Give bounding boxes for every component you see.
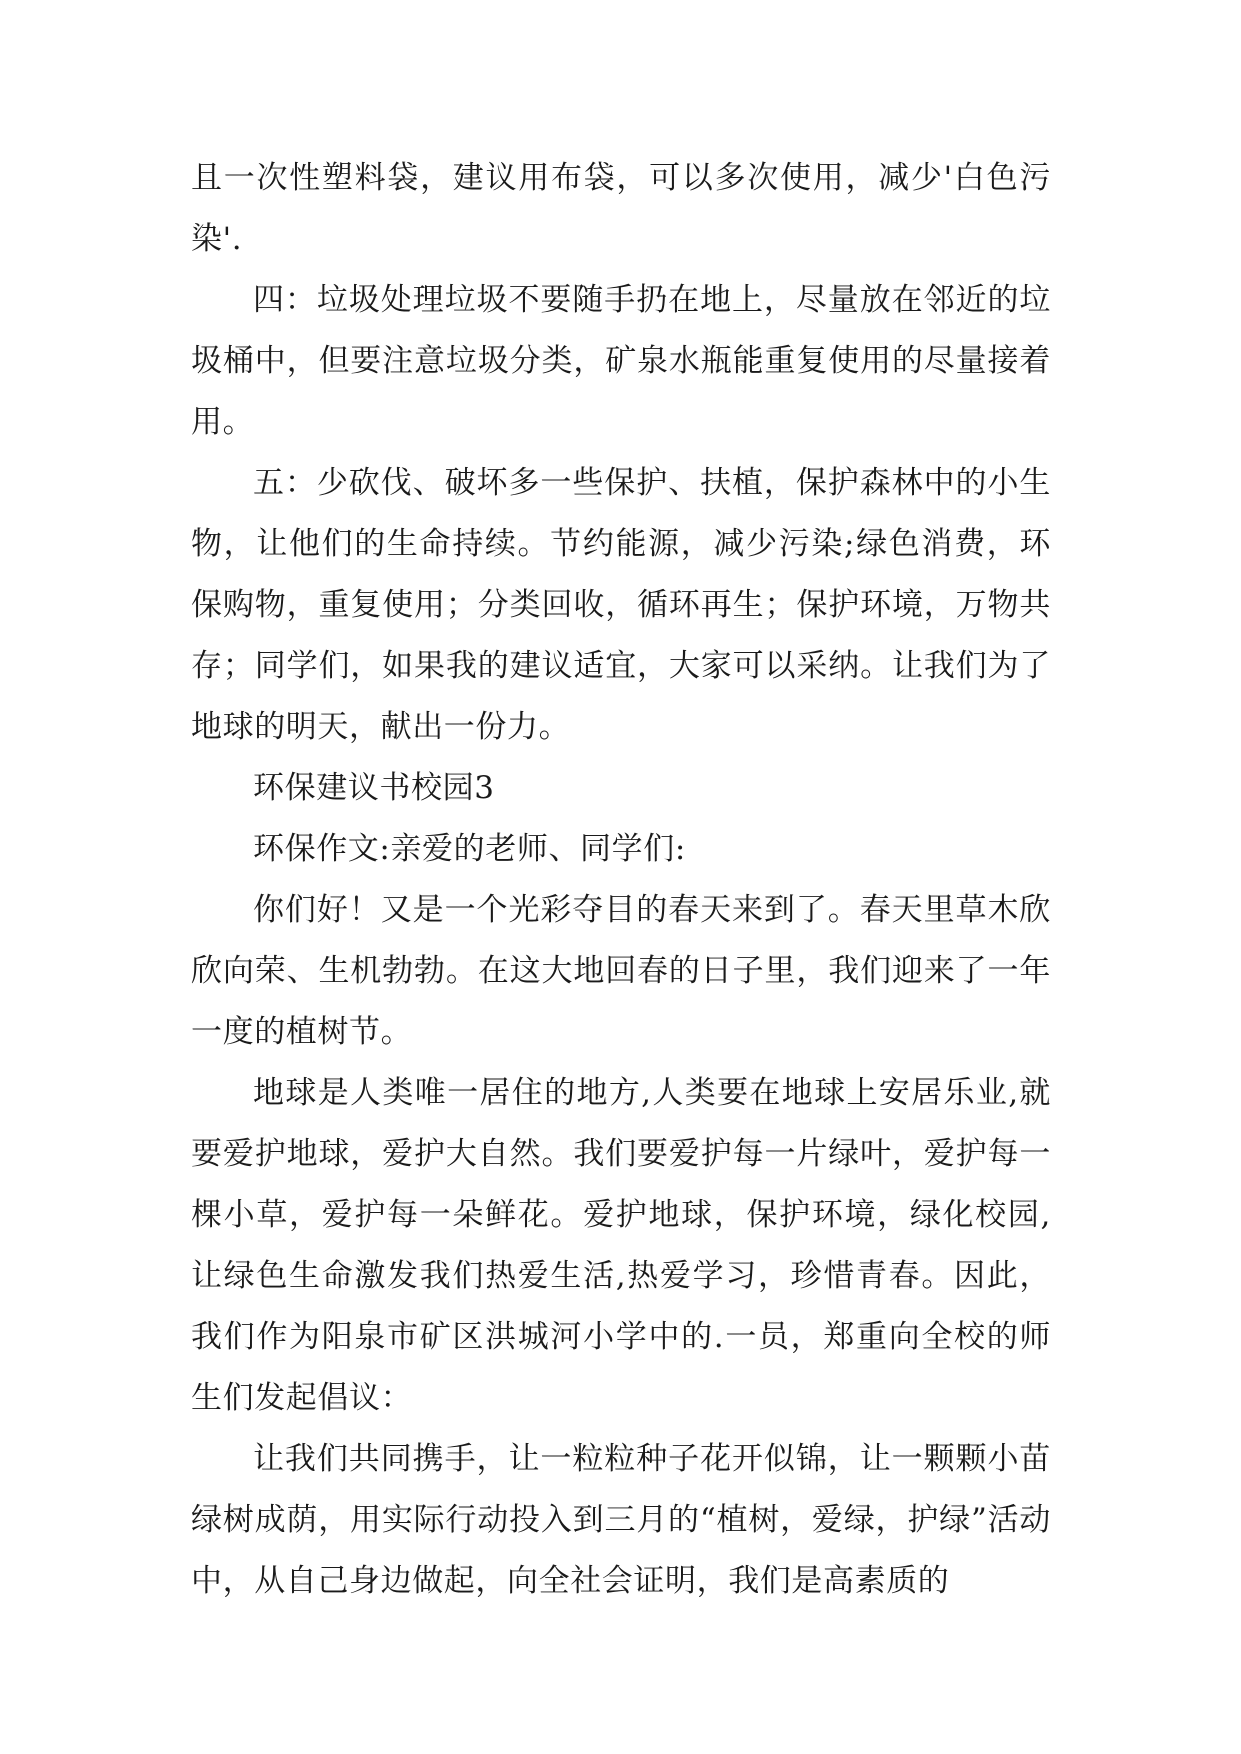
paragraph-item-four: 四：垃圾处理垃圾不要随手扔在地上，尽量放在邻近的垃圾桶中，但要注意垃圾分类，矿泉水瓶能重复使用的尽量接着用。 bbox=[191, 282, 1051, 440]
paragraph-item-five: 五：少砍伐、破坏多一些保护、扶植，保护森林中的小生物，让他们的生命持续。节约能源，减少污染;绿色消费，环保购物，重复使用；分类回收，循环再生；保护环境，万物共存；同学们，如果我的建议适宜，大家可以采纳。让我们为了地球的明天，献出一份力。 bbox=[191, 465, 1051, 745]
paragraph-earth: 地球是人类唯一居住的地方,人类要在地球上安居乐业,就要爱护地球，爱护大自然。我们要爱护每一片绿叶，爱护每一棵小草，爱护每一朵鲜花。爱护地球，保护环境，绿化校园,让绿色生命激发我们热爱生活,热爱学习，珍惜青春。因此，我们作为阳泉市矿区洪城河小学中的.一员，郑重向全校的师生们发起倡议： bbox=[191, 1075, 1051, 1416]
paragraph-call-to-action: 让我们共同携手，让一粒粒种子花开似锦，让一颗颗小苗绿树成荫，用实际行动投入到三月的“植树，爱绿，护绿”活动中，从自己身边做起，向全社会证明，我们是高素质的 bbox=[191, 1441, 1051, 1599]
document-body bbox=[191, 148, 1051, 1612]
salutation: 环保作文:亲爱的老师、同学们: bbox=[253, 831, 686, 867]
paragraph-greeting: 你们好！又是一个光彩夺目的春天来到了。春天里草木欣欣向荣、生机勃勃。在这大地回春的日子里，我们迎来了一年一度的植树节。 bbox=[191, 892, 1051, 1050]
paragraph-continuation: 且一次性塑料袋，建议用布袋，可以多次使用，减少'白色污染'. bbox=[191, 160, 1051, 257]
section-title: 环保建议书校园3 bbox=[253, 770, 495, 806]
